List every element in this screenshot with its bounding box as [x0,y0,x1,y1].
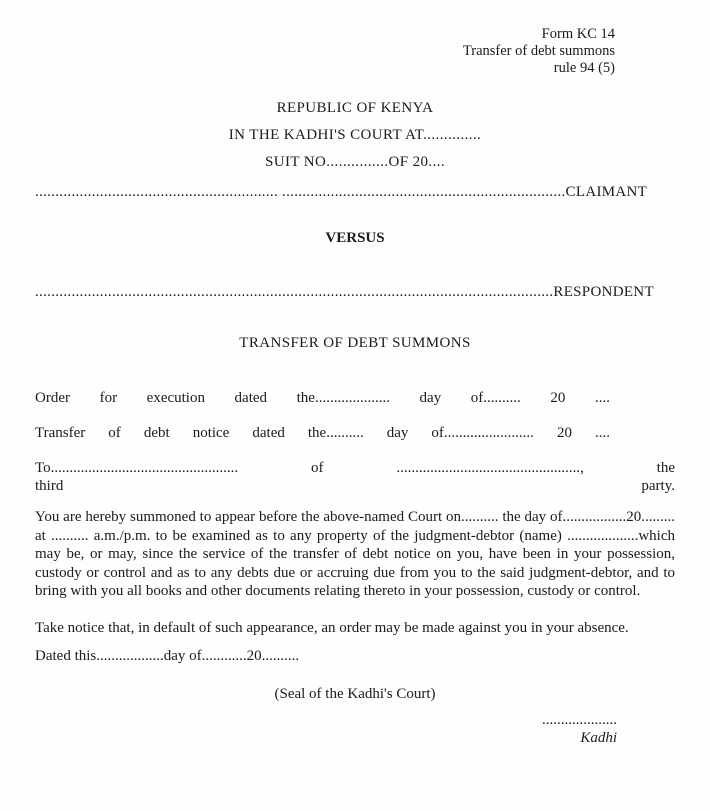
summons-paragraph: You are hereby summoned to appear before the above-named Court on.......... the day of.................20......... at .......... a.m./p.m. to be examined as to any property of the judgment-debtor (name) ...................which may be, or may, since the service of the transfer of debt notice on you, have been in your possession, custody or control and as to any debts due or accruing due from you to the said judgment-debtor, and to bring with you all books and other documents relating thereto in your possession, custody or control. [35,509,675,599]
seal-line: (Seal of the Kadhi's Court) [274,686,436,702]
suit-number-line: SUIT NO...............OF 20.... [264,154,446,170]
addressee-line-1: To.................................................. of ................................................., the [35,460,675,476]
versus-label: VERSUS [325,230,385,246]
court-name-line: IN THE KADHI'S COURT AT.............. [228,127,482,143]
addressee-line-2: third party. [35,478,675,494]
signature-block [35,711,675,747]
form-reference-block [35,26,675,77]
dated-line: Dated this..................day of............20.......... [35,648,300,664]
signatory-title: Kadhi [580,730,617,746]
addressee-block [35,459,675,495]
document-title: TRANSFER OF DEBT SUMMONS [239,335,471,351]
respondent-line: ................................................................................................................................RESPONDENT [35,284,654,300]
form-title: Transfer of debt summons [462,43,615,59]
signature-dotted-line: .................... [542,712,617,728]
notice-paragraph: Take notice that, in default of such appearance, an order may be made against you in your absence. [35,619,629,636]
transfer-notice-line: Transfer of debt notice dated the.......... day of........................ 20 .... [35,425,610,441]
order-execution-line: Order for execution dated the.................... day of.......... 20 .... [35,390,610,406]
republic-heading: REPUBLIC OF KENYA [276,100,434,116]
form-rule: rule 94 (5) [553,60,615,76]
form-number: Form KC 14 [541,26,615,42]
claimant-line: ............................................................ ......................................................................CLAIMANT [35,184,648,200]
